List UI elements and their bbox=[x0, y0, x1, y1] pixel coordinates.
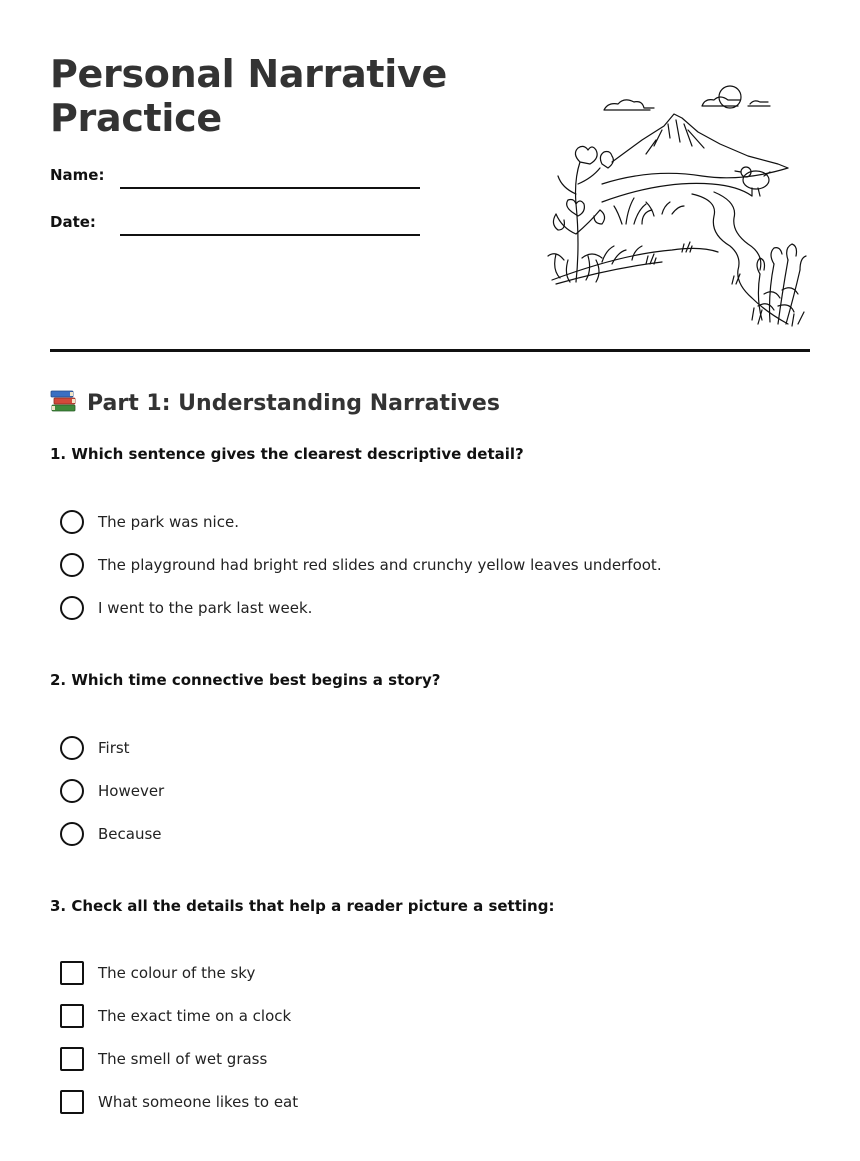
flower-bush-right-icon bbox=[752, 244, 806, 326]
q1-option-2[interactable] bbox=[60, 552, 662, 578]
date-label: Date: bbox=[50, 213, 96, 231]
radio-button[interactable] bbox=[60, 553, 84, 577]
q3-option-2[interactable] bbox=[60, 1003, 291, 1029]
radio-button[interactable] bbox=[60, 779, 84, 803]
mountain-icon bbox=[612, 114, 788, 168]
name-label: Name: bbox=[50, 166, 105, 184]
option-label: However bbox=[98, 782, 165, 800]
option-label: What someone likes to eat bbox=[98, 1093, 299, 1111]
q3-option-1[interactable] bbox=[60, 960, 255, 986]
cloud-right-icon bbox=[702, 97, 770, 106]
checkbox[interactable] bbox=[60, 1004, 84, 1028]
title-line-1: Personal Narrative bbox=[50, 52, 447, 96]
option-label: The playground had bright red slides and crunchy yellow leaves underfoot. bbox=[98, 556, 662, 574]
q3-option-4[interactable] bbox=[60, 1089, 298, 1115]
books-icon bbox=[50, 388, 77, 414]
checkbox[interactable] bbox=[60, 1090, 84, 1114]
option-label: The smell of wet grass bbox=[98, 1050, 268, 1068]
checkbox[interactable] bbox=[60, 1047, 84, 1071]
q2-option-3[interactable] bbox=[60, 821, 162, 847]
radio-button[interactable] bbox=[60, 822, 84, 846]
part1-heading-text: Part 1: Understanding Narratives bbox=[87, 391, 500, 416]
header-divider bbox=[50, 349, 810, 352]
option-label: The exact time on a clock bbox=[98, 1007, 292, 1025]
title-line-2: Practice bbox=[50, 96, 222, 140]
radio-button[interactable] bbox=[60, 736, 84, 760]
q2-option-2[interactable] bbox=[60, 778, 164, 804]
checkbox[interactable] bbox=[60, 961, 84, 985]
name-field-row bbox=[50, 162, 420, 192]
q1-option-1[interactable] bbox=[60, 509, 239, 535]
option-label: Because bbox=[98, 825, 162, 843]
name-input[interactable] bbox=[120, 187, 420, 189]
flower-plant-left-icon bbox=[548, 146, 613, 282]
date-field-row bbox=[50, 209, 420, 239]
date-input[interactable] bbox=[120, 234, 420, 236]
question-3: 3. Check all the details that help a reader picture a setting: bbox=[50, 897, 555, 915]
q1-option-3[interactable] bbox=[60, 595, 312, 621]
question-2: 2. Which time connective best begins a story? bbox=[50, 671, 441, 689]
option-label: The park was nice. bbox=[98, 513, 239, 531]
option-label: The colour of the sky bbox=[98, 964, 256, 982]
option-label: First bbox=[98, 739, 130, 757]
part1-heading bbox=[50, 388, 500, 420]
radio-button[interactable] bbox=[60, 596, 84, 620]
q2-option-1[interactable] bbox=[60, 735, 130, 761]
radio-button[interactable] bbox=[60, 510, 84, 534]
question-1: 1. Which sentence gives the clearest descriptive detail? bbox=[50, 445, 524, 463]
q3-option-3[interactable] bbox=[60, 1046, 267, 1072]
option-label: I went to the park last week. bbox=[98, 599, 313, 617]
landscape-illustration bbox=[542, 84, 810, 334]
worksheet-page bbox=[50, 0, 810, 1161]
worksheet-title bbox=[50, 52, 470, 140]
bird-icon bbox=[735, 167, 770, 196]
cloud-left-icon bbox=[604, 100, 654, 110]
